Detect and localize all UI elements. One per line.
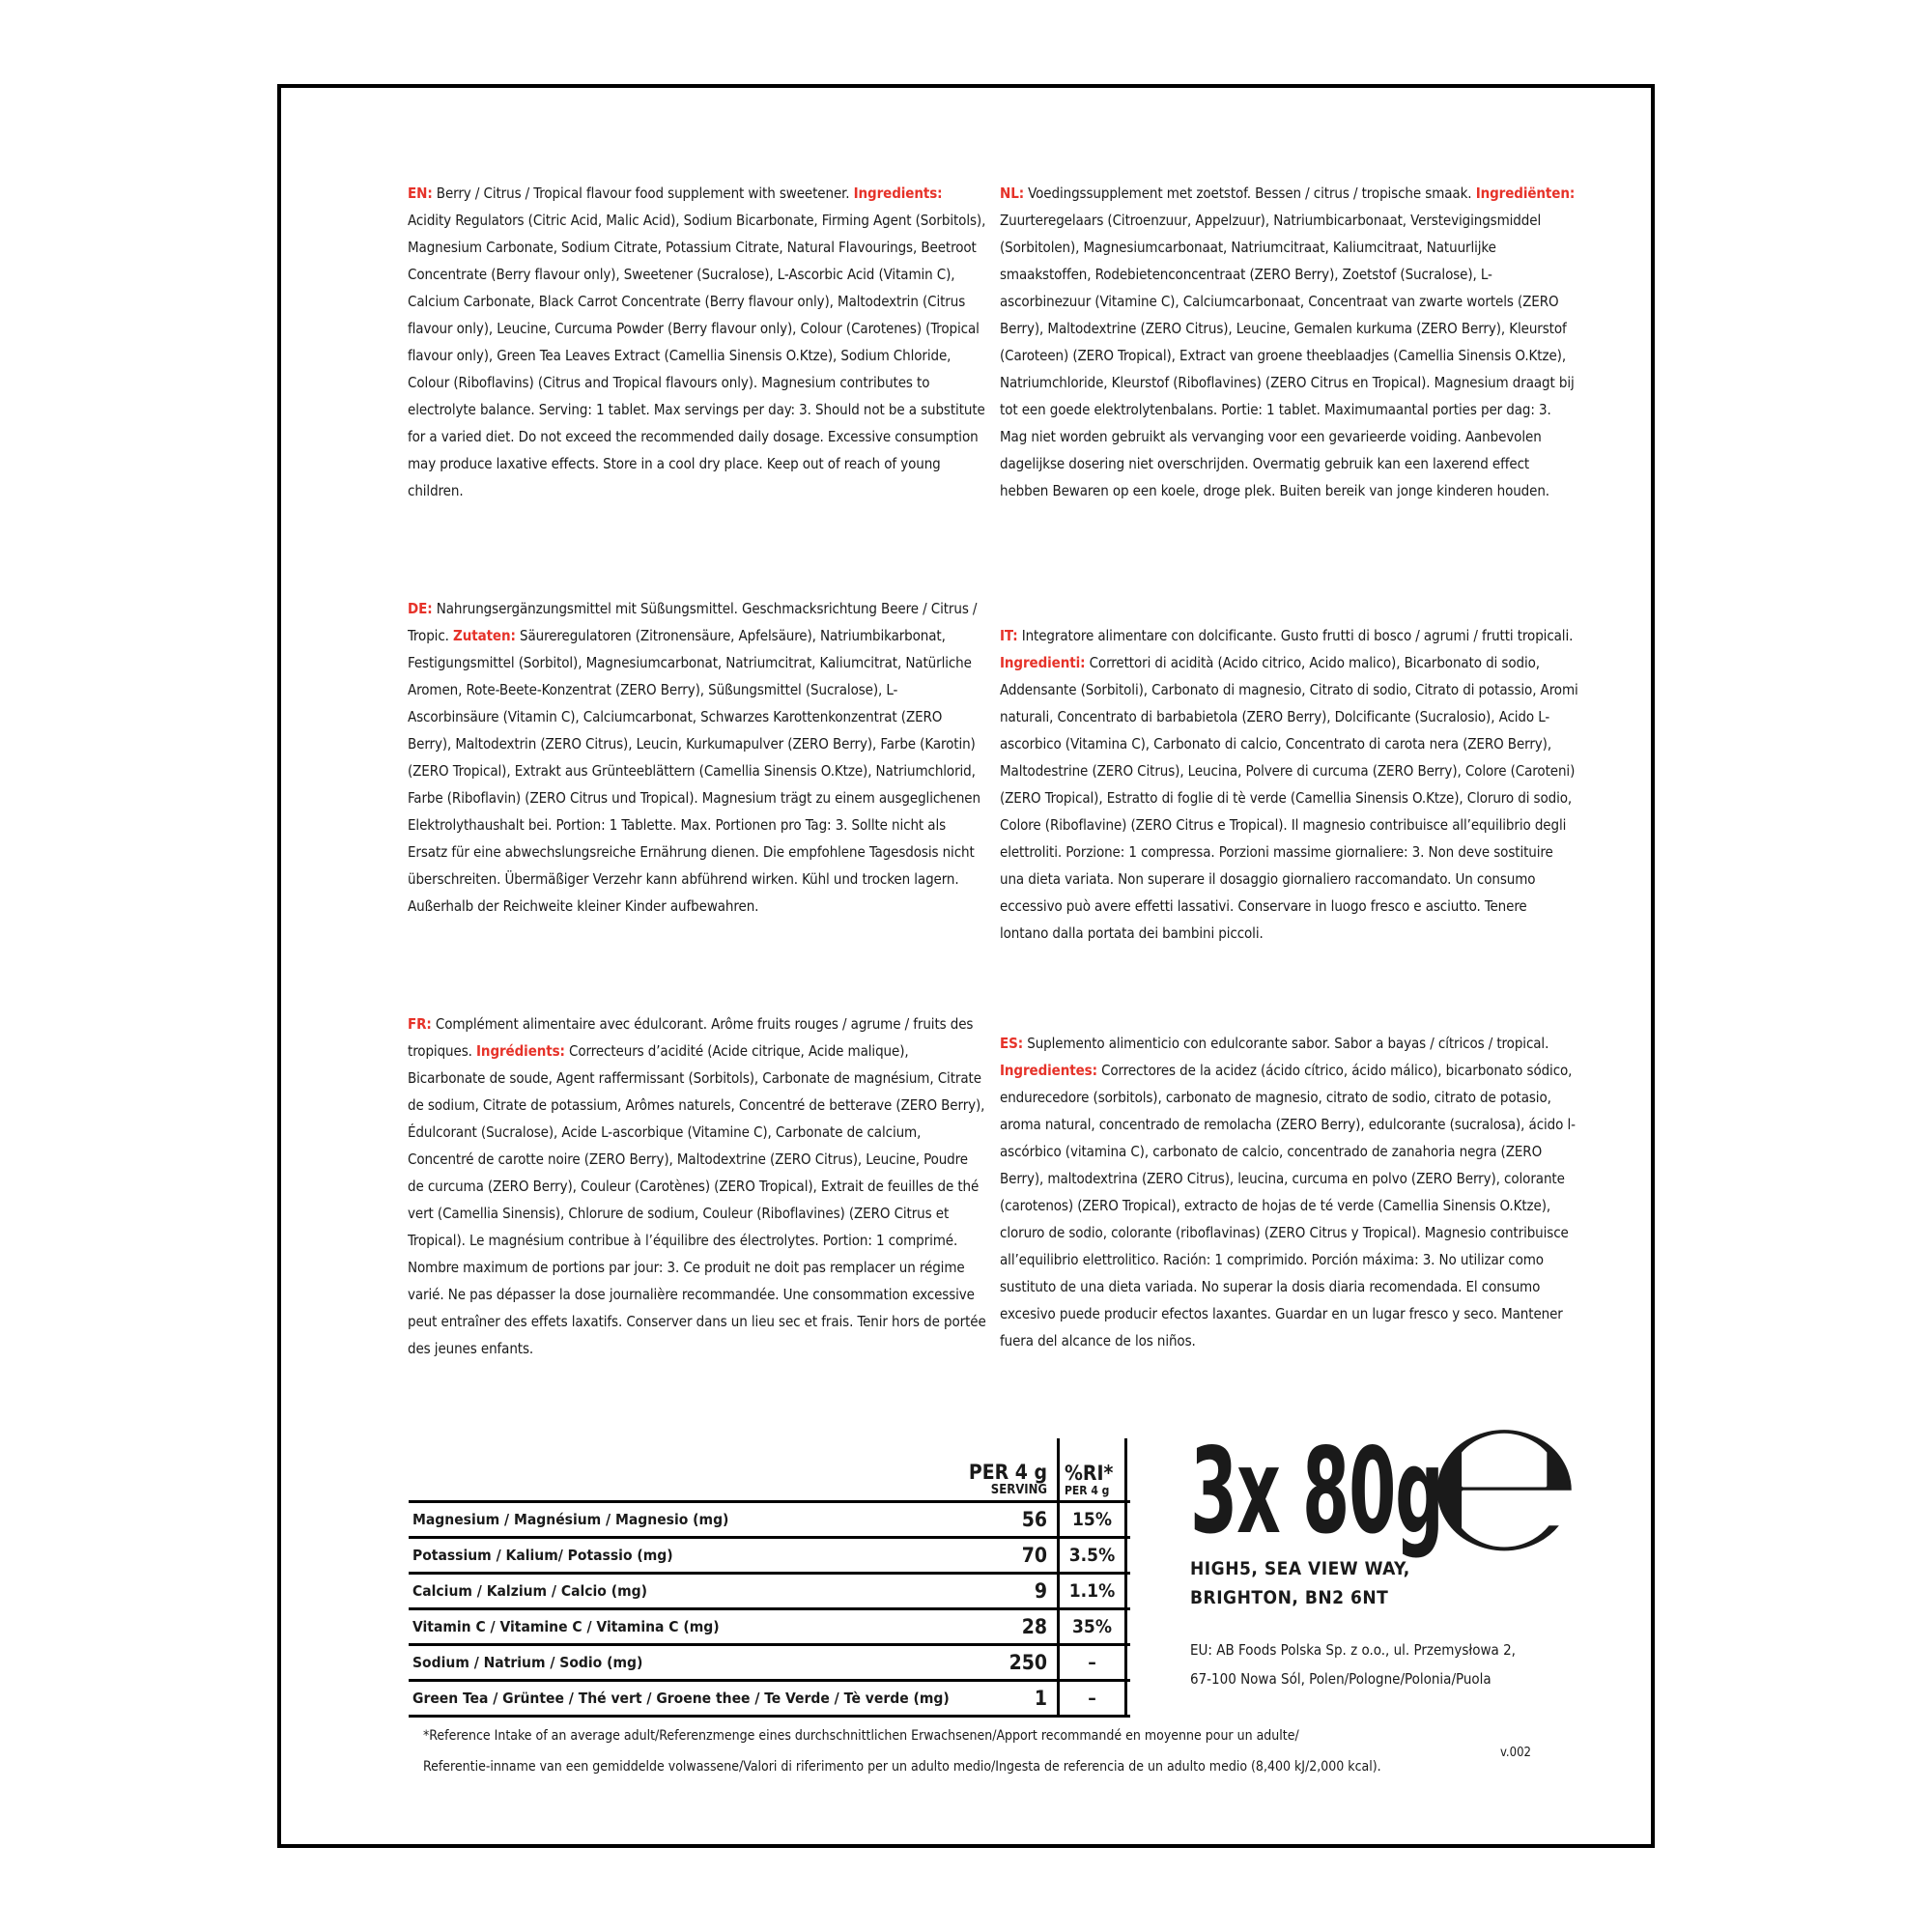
ingredients-tag-de: Zutaten: — [453, 627, 516, 644]
reference-intake-footnote — [423, 1720, 1544, 1782]
eu-address-line2: 67-100 Nowa Sól, Polen/Pologne/Polonia/Puola — [1190, 1670, 1492, 1688]
body-text-en: Acidity Regulators (Citric Acid, Malic Acid), Sodium Bicarbonate, Firming Agent (Sorbitols), Magnesium Carbonate, Sodium Citrate, Potassium Citrate, Natural Flavourings, Beetroot Concentrate (Berry flavour only), Sweetener (Sucralose), L-Ascorbic Acid (Vitamin C), Calcium Carbonate, Black Carrot Concentrate (Berry flavour only), Maltodextrin (Citrus flavour only), Leucine, Curcuma Powder (Berry flavour only), Colour (Carotenes) (Tropical flavour only), Green Tea Leaves Extract (Camellia Sinensis O.Ktze), Sodium Chloride, Colour (Riboflavins) (Citrus and Tropical flavours only). Magnesium contributes to electrolyte balance. Serving: 1 tablet. Max servings per day: 3. Should not be a substitute for a varied diet. Do not exceed the recommended daily dosage. Excessive consumption may produce laxative effects. Store in a cool dry place. Keep out of reach of young children. — [408, 212, 986, 499]
nutrient-ri: – — [1060, 1646, 1127, 1679]
nutrient-name: Sodium / Natrium / Sodio (mg) — [412, 1654, 643, 1671]
table-row-potassium — [409, 1536, 1130, 1572]
footnote-line2: Referentie-inname van een gemiddelde volwassene/Valori di riferimento per un adulto medio/Ingesta de referencia de un adulto medio (8,400 kJ/2,000 kcal). — [423, 1759, 1381, 1775]
pack-size: 3x 80g — [1190, 1423, 1443, 1560]
paragraph-es — [1000, 1030, 1579, 1354]
eu-address-line1: EU: AB Foods Polska Sp. z o.o., ul. Przemysłowa 2, — [1190, 1641, 1516, 1659]
nutrient-value: 1 — [1034, 1687, 1047, 1710]
intro-text-it: Integratore alimentare con dolcificante. Gusto frutti di bosco / agrumi / frutti tropicali. — [1017, 627, 1574, 644]
manufacturer-address — [1190, 1554, 1410, 1612]
per-serving-header-line2: SERVING — [990, 1483, 1047, 1497]
lang-tag-it: IT: — [1000, 627, 1018, 644]
intro-text-es: Suplemento alimenticio con edulcorante sabor. Sabor a bayas / cítricos / tropical. — [1023, 1035, 1549, 1052]
ingredients-tag-it: Ingredienti: — [1000, 654, 1086, 671]
paragraph-en — [408, 180, 987, 504]
paragraph-fr — [408, 1010, 987, 1362]
nutrient-ri: – — [1060, 1682, 1127, 1715]
manufacturer-address-line2: BRIGHTON, BN2 6NT — [1190, 1587, 1389, 1608]
nutrient-name: Green Tea / Grüntee / Thé vert / Groene thee / Te Verde / Tè verde (mg) — [412, 1690, 950, 1707]
paragraph-de — [408, 595, 987, 920]
body-text-it: Correttori di acidità (Acido citrico, Acido malico), Bicarbonato di sodio, Addensante (Sorbitoli), Carbonato di magnesio, Citrato di sodio, Citrato di potassio, Aromi naturali, Concentrato di barbabietola (ZERO Berry), Dolcificante (Sucralosio), Acido L-ascorbico (Vitamina C), Carbonato di calcio, Concentrato di carota nera (ZERO Berry), Maltodestrine (ZERO Citrus), Leucina, Polvere di curcuma (ZERO Berry), Colore (Caroteni) (ZERO Tropical), Estratto di foglie di tè verde (Camellia Sinensis O.Ktze), Cloruro di sodio, Colore (Riboflavine) (ZERO Citrus e Tropical). Il magnesio contribuisce all’equilibrio degli elettroliti. Porzione: 1 compressa. Porzioni massime giornaliere: 3. Non deve sostituire una dieta variata. Non superare il dosaggio giornaliero raccomandato. Un consumo eccessivo può avere effetti lassativi. Conservare in luogo fresco e asciutto. Tenere lontano dalla portata dei bambini piccoli. — [1000, 654, 1578, 942]
eu-address — [1190, 1635, 1516, 1693]
nutrient-name: Magnesium / Magnésium / Magnesio (mg) — [412, 1511, 729, 1528]
ingredients-tag-en: Ingredients: — [853, 185, 943, 202]
table-row-green-tea — [409, 1679, 1130, 1715]
ingredients-tag-fr: Ingrédients: — [476, 1042, 565, 1060]
table-row-vitamin-c — [409, 1607, 1130, 1643]
body-text-fr: Correcteurs d’acidité (Acide citrique, Acide malique), Bicarbonate de soude, Agent raffermissant (Sorbitols), Carbonate de magnésium, Citrate de sodium, Citrate de potassium, Arômes naturels, Concentré de betterave (ZERO Berry), Édulcorant (Sucralose), Acide L-ascorbique (Vitamine C), Carbonate de calcium, Concentré de carotte noire (ZERO Berry), Maltodextrine (ZERO Citrus), Leucine, Poudre de curcuma (ZERO Berry), Couleur (Carotènes) (ZERO Tropical), Extrait de feuilles de thé vert (Camellia Sinensis), Chlorure de sodium, Couleur (Riboflavines) (ZERO Citrus et Tropical). Le magnésium contribue à l’équilibre des électrolytes. Portion: 1 comprimé. Nombre maximum de portions par jour: 3. Ce produit ne doit pas remplacer un régime varié. Ne pas dépasser la dose journalière recommandée. Une consommation excessive peut entraîner des effets laxatifs. Conserver dans un lieu sec et frais. Tenir hors de portée des jeunes enfants. — [408, 1042, 986, 1357]
paragraph-nl — [1000, 180, 1579, 504]
ingredients-tag-nl: Ingrediënten: — [1475, 185, 1576, 202]
intro-text-fr: Complément alimentaire avec édulcorant. Arôme fruits rouges / agrume / fruits des tropiques. — [408, 1015, 974, 1060]
nutrient-value: 28 — [1021, 1615, 1047, 1638]
nutrient-name: Potassium / Kalium/ Potassio (mg) — [412, 1547, 673, 1564]
lang-tag-fr: FR: — [408, 1015, 432, 1033]
nutrient-name: Vitamin C / Vitamine C / Vitamina C (mg) — [412, 1618, 720, 1635]
lang-tag-nl: NL: — [1000, 185, 1024, 202]
estimated-sign-icon: ℮ — [1426, 1378, 1583, 1592]
nutrient-ri: 35% — [1060, 1610, 1127, 1643]
intro-text-en: Berry / Citrus / Tropical flavour food supplement with sweetener. — [432, 185, 854, 202]
paragraph-it — [1000, 622, 1579, 947]
product-label — [277, 84, 1655, 1848]
ri-header-line2: PER 4 g — [1065, 1484, 1110, 1497]
footnote-line1: *Reference Intake of an average adult/Referenzmenge eines durchschnittlichen Erwachsenen/Apport recommandé en moyenne pour un adulte/ — [423, 1728, 1299, 1744]
nutrient-ri: 15% — [1060, 1503, 1127, 1536]
lang-tag-es: ES: — [1000, 1035, 1024, 1052]
lang-tag-de: DE: — [408, 600, 433, 617]
nutrient-ri: 3.5% — [1060, 1539, 1127, 1572]
table-row-sodium — [409, 1643, 1130, 1679]
nutrient-value: 250 — [1009, 1651, 1047, 1674]
ri-header-line1: %RI* — [1065, 1462, 1114, 1485]
per-serving-header-line1: PER 4 g — [968, 1461, 1047, 1484]
nutrition-table — [409, 1438, 1130, 1718]
body-text-de: Säureregulatoren (Zitronensäure, Apfelsäure), Natriumbikarbonat, Festigungsmittel (Sorbitol), Magnesiumcarbonat, Natriumcitrat, Kaliumcitrat, Natürliche Aromen, Rote-Beete-Konzentrat (ZERO Berry), Süßungsmittel (Sucralose), L-Ascorbinsäure (Vitamin C), Calciumcarbonat, Schwarzes Karottenkonzentrat (ZERO Berry), Maltodextrin (ZERO Citrus), Leucin, Kurkumapulver (ZERO Berry), Farbe (Karotin) (ZERO Tropical), Extrakt aus Grünteeblättern (Camellia Sinensis O.Ktze), Natriumchlorid, Farbe (Riboflavin) (ZERO Citrus und Tropical). Magnesium trägt zu einem ausgeglichenen Elektrolythaushalt bei. Portion: 1 Tablette. Max. Portionen pro Tag: 3. Sollte nicht als Ersatz für eine abwechslungsreiche Ernährung dienen. Die empfohlene Tagesdosis nicht überschreiten. Übermäßiger Verzehr kann abführend wirken. Kühl und trocken lagern. Außerhalb der Reichweite kleiner Kinder aufbewahren. — [408, 627, 980, 915]
body-text-nl: Zuurteregelaars (Citroenzuur, Appelzuur), Natriumbicarbonaat, Verstevigingsmiddel (Sorbitolen), Magnesiumcarbonaat, Natriumcitraat, Kaliumcitraat, Natuurlijke smaakstoffen, Rodebietenconcentraat (ZERO Berry), Zoetstof (Sucralose), L-ascorbinezuur (Vitamine C), Calciumcarbonaat, Concentraat van zwarte wortels (ZERO Berry), Maltodextrine (ZERO Citrus), Leucine, Gemalen kurkuma (ZERO Berry), Kleurstof (Caroteen) (ZERO Tropical), Extract van groene theeblaadjes (Camellia Sinensis O.Ktze), Natriumchloride, Kleurstof (Riboflavines) (ZERO Citrus en Tropical). Magnesium draagt bij tot een goede elektrolytenbalans. Portie: 1 tablet. Maximumaantal porties per dag: 3. Mag niet worden gebruikt als vervanging voor een gevarieerde voiding. Aanbevolen dagelijkse dosering niet overschrijden. Overmatig gebruik kan een laxerend effect hebben Bewaren op een koele, droge plek. Buiten bereik van jonge kinderen houden. — [1000, 212, 1575, 499]
ingredients-tag-es: Ingredientes: — [1000, 1062, 1097, 1079]
manufacturer-address-line1: HIGH5, SEA VIEW WAY, — [1190, 1558, 1410, 1579]
nutrient-value: 9 — [1034, 1579, 1047, 1603]
table-row-calcium — [409, 1572, 1130, 1607]
lang-tag-en: EN: — [408, 185, 433, 202]
intro-text-nl: Voedingssupplement met zoetstof. Bessen / citrus / tropische smaak. — [1024, 185, 1476, 202]
nutrition-table-header — [409, 1438, 1130, 1500]
nutrient-ri: 1.1% — [1060, 1575, 1127, 1607]
version-code: v.002 — [1500, 1746, 1531, 1760]
table-row-magnesium — [409, 1500, 1130, 1536]
body-text-es: Correctores de la acidez (ácido cítrico, ácido málico), bicarbonato sódico, endurecedore (sorbitols), carbonato de magnesio, citrato de sodio, citrato de potasio, aroma natural, concentrado de remolacha (ZERO Berry), edulcorante (sucralosa), ácido l-ascórbico (vitamina C), carbonato de calcio, concentrado de zanahoria negra (ZERO Berry), maltodextrina (ZERO Citrus), leucina, curcuma en polvo (ZERO Berry), colorante (carotenos) (ZERO Tropical), extracto de hojas de té verde (Camellia Sinensis O.Ktze), cloruro de sodio, colorante (riboflavinas) (ZERO Citrus y Tropical). Magnesio contribuisce all’equilibrio elettrolitico. Ración: 1 comprimido. Porción máxima: 3. No utilizar como sustituto de una dieta variada. No superar la dosis diaria recomendada. El consumo excesivo puede producir efectos laxantes. Guardar en un lugar fresco y seco. Mantener fuera del alcance de los niños. — [1000, 1062, 1576, 1350]
nutrient-value: 70 — [1021, 1544, 1047, 1567]
per-serving-header — [409, 1438, 1060, 1500]
ri-header — [1060, 1438, 1127, 1500]
nutrient-name: Calcium / Kalzium / Calcio (mg) — [412, 1582, 647, 1600]
nutrient-value: 56 — [1021, 1508, 1047, 1531]
intro-text-de: Nahrungsergänzungsmittel mit Süßungsmittel. Geschmacksrichtung Beere / Citrus / Tropic. — [408, 600, 978, 644]
